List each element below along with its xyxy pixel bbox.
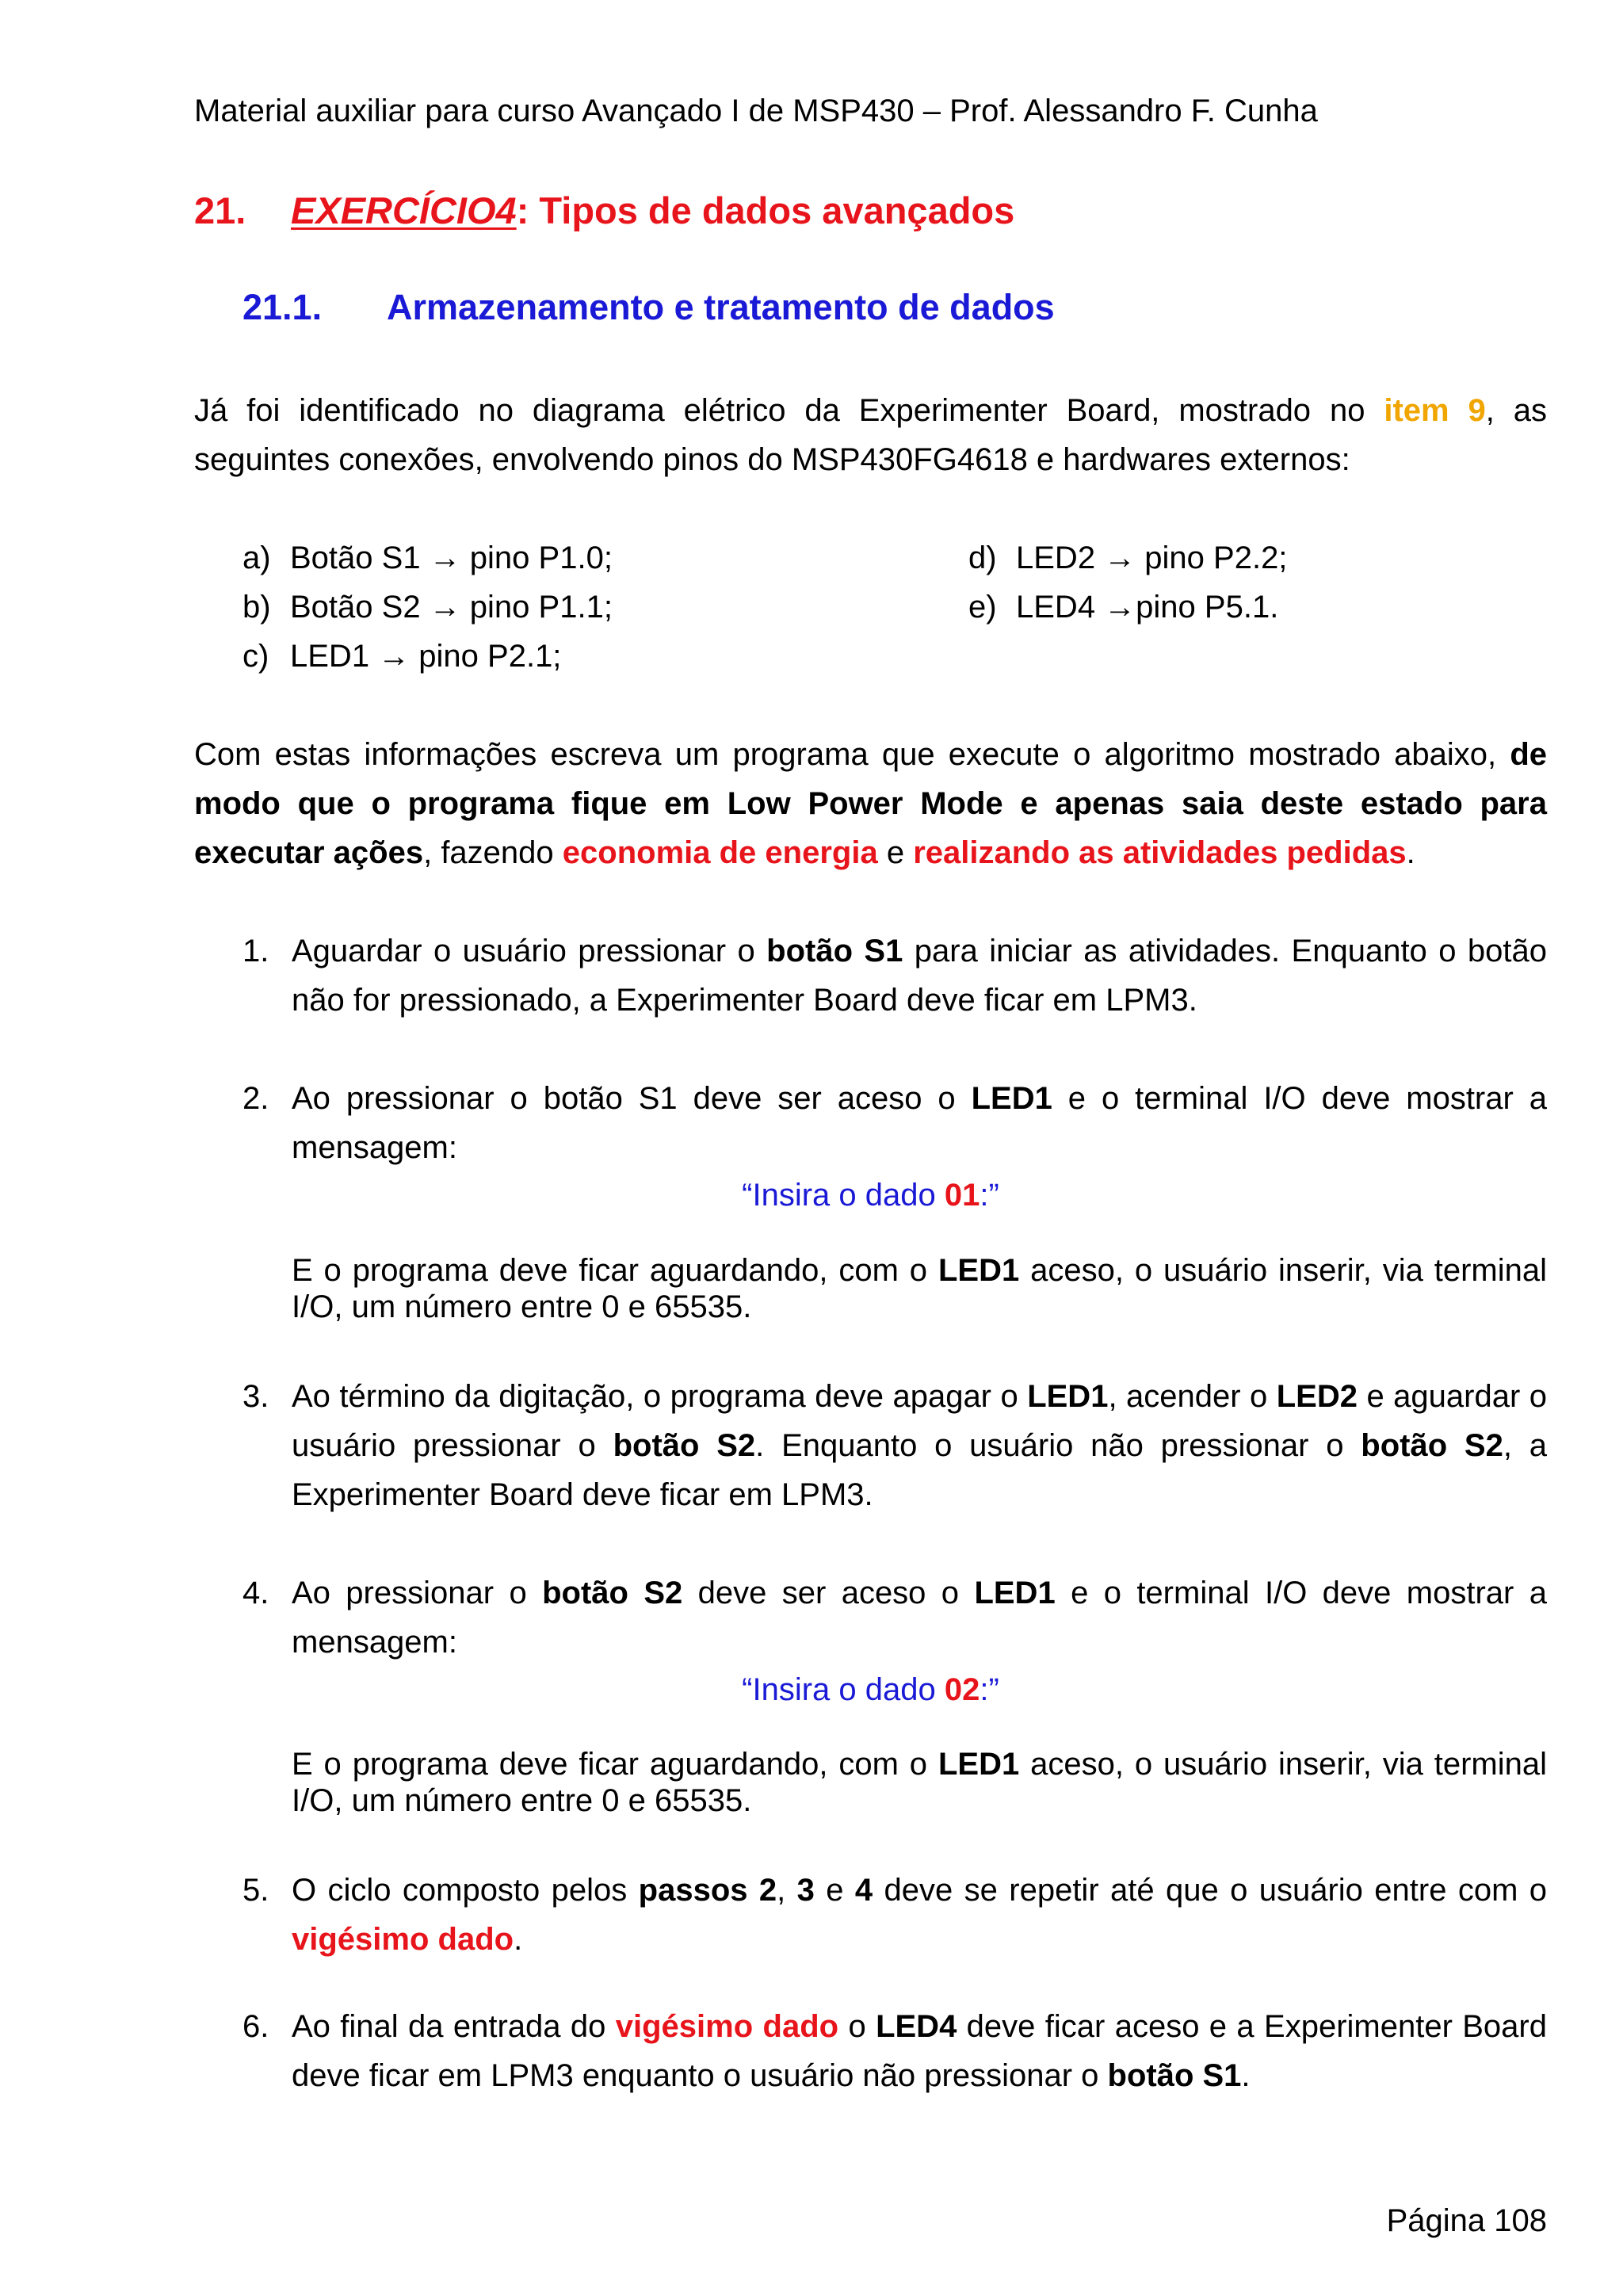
step-body xyxy=(292,1568,1547,1667)
list-letter: e) xyxy=(968,590,997,625)
step-text: . xyxy=(514,1922,523,1957)
message-text: :” xyxy=(980,1178,999,1213)
step-body xyxy=(292,1074,1547,1172)
message-text: “Insira o dado xyxy=(742,1672,945,1707)
subsection-number: 21.1. xyxy=(242,287,323,327)
step-5 xyxy=(242,1866,1547,1964)
terminal-message-02 xyxy=(194,1672,1547,1708)
message-number: 02 xyxy=(944,1672,980,1707)
step-text: , acender o xyxy=(1108,1379,1277,1414)
step-bold: LED2 xyxy=(1276,1379,1358,1414)
step-2-detail xyxy=(292,1252,1547,1325)
step-text: O ciclo composto pelos xyxy=(292,1873,639,1908)
instructions-text: Com estas informações escreva um programa que execute o algoritmo mostrado abaixo, xyxy=(194,737,1510,772)
step-bold: LED1 xyxy=(971,1081,1052,1116)
connection-item xyxy=(242,533,613,583)
step-bold: passos 2 xyxy=(638,1873,777,1908)
step-body xyxy=(292,1866,1547,1964)
step-text: Ao pressionar o xyxy=(292,1576,543,1610)
detail-text: aceso, o usuário inserir, via terminal I/O, um número entre 0 e 65535. xyxy=(292,1253,1547,1324)
exercise-link: EXERCÍCIO4 xyxy=(291,189,517,231)
step-bold: botão S1 xyxy=(1107,2058,1242,2093)
connection-item xyxy=(242,632,561,681)
step-bold: botão S2 xyxy=(542,1576,683,1610)
highlight-activities: realizando as atividades pedidas xyxy=(913,835,1407,870)
bold-requirement: de modo que o programa fique em Low Power Mode e apenas saia deste estado para executar ações xyxy=(194,737,1547,870)
step-1 xyxy=(242,926,1547,1025)
highlight-energy: economia de energia xyxy=(562,835,878,870)
step-4 xyxy=(242,1568,1547,1667)
connection-text: LED4 →pino P5.1. xyxy=(1016,590,1279,625)
connection-text: LED2 → pino P2.2; xyxy=(1016,541,1288,575)
step-text: e o terminal I/O deve mostrar a mensagem: xyxy=(292,1576,1547,1660)
step-text: . xyxy=(1241,2058,1251,2093)
step-text: e aguardar o usuário pressionar o xyxy=(292,1379,1548,1463)
step-bold: botão S2 xyxy=(1361,1428,1503,1463)
detail-bold: LED1 xyxy=(938,1747,1020,1782)
step-bold: LED1 xyxy=(974,1576,1056,1610)
step-text: e xyxy=(814,1873,855,1908)
section-title: : Tipos de dados avançados xyxy=(516,189,1015,231)
step-3 xyxy=(242,1372,1547,1519)
detail-text: E o programa deve ficar aguardando, com o xyxy=(292,1747,938,1782)
step-text: o xyxy=(838,2009,876,2044)
message-text: “Insira o dado xyxy=(742,1178,945,1213)
step-bold: 3 xyxy=(796,1873,815,1908)
list-letter: d) xyxy=(968,541,997,575)
intro-paragraph xyxy=(194,386,1547,484)
connection-text: Botão S2 → pino P1.1; xyxy=(290,590,613,625)
step-number: 4. xyxy=(242,1576,269,1610)
step-4-detail xyxy=(292,1746,1547,1819)
step-number: 5. xyxy=(242,1873,269,1908)
intro-text-2: , as seguintes conexões, envolvendo pinos do MSP430FG4618 e hardwares externos: xyxy=(194,393,1547,477)
list-letter: c) xyxy=(242,639,269,674)
message-text: :” xyxy=(980,1672,999,1707)
step-bold: botão S2 xyxy=(613,1428,756,1463)
instructions-text: e xyxy=(877,835,914,870)
subsection-title: Armazenamento e tratamento de dados xyxy=(387,287,1055,327)
step-text: para iniciar as atividades. Enquanto o botão não for pressionado, a Experimenter Board deve ficar em LPM3. xyxy=(292,934,1548,1018)
instructions-text: , fazendo xyxy=(423,835,563,870)
step-number: 6. xyxy=(242,2009,269,2044)
subsection-heading xyxy=(242,287,1055,328)
step-highlight: vigésimo dado xyxy=(615,2009,839,2044)
detail-text: aceso, o usuário inserir, via terminal I/O, um número entre 0 e 65535. xyxy=(292,1747,1547,1818)
connection-text: Botão S1 → pino P1.0; xyxy=(290,541,613,575)
step-highlight: vigésimo dado xyxy=(292,1922,514,1957)
step-text: , a Experimenter Board deve ficar em LPM3. xyxy=(292,1428,1548,1512)
page-number: Página 108 xyxy=(1386,2203,1547,2238)
connection-item xyxy=(968,533,1287,583)
list-letter: a) xyxy=(242,541,271,575)
step-text: Ao pressionar o botão S1 deve ser aceso o xyxy=(292,1081,972,1116)
intro-text: Já foi identificado no diagrama elétrico da Experimenter Board, mostrado no xyxy=(194,393,1384,428)
connection-text: LED1 → pino P2.1; xyxy=(290,639,562,674)
step-bold: LED1 xyxy=(1027,1379,1109,1414)
message-number: 01 xyxy=(944,1178,980,1213)
page-header: Material auxiliar para curso Avançado I de MSP430 – Prof. Alessandro F. Cunha xyxy=(194,94,1318,128)
step-bold: LED4 xyxy=(876,2009,957,2044)
step-2 xyxy=(242,1074,1547,1172)
section-number: 21. xyxy=(194,189,246,231)
connection-item xyxy=(242,583,613,632)
step-text: . Enquanto o usuário não pressionar o xyxy=(755,1428,1361,1463)
step-text: deve se repetir até que o usuário entre com o xyxy=(873,1873,1548,1908)
step-text: Aguardar o usuário pressionar o xyxy=(292,934,767,968)
detail-bold: LED1 xyxy=(938,1253,1020,1288)
step-text: deve ficar aceso e a Experimenter Board deve ficar em LPM3 enquanto o usuário não pressionar o xyxy=(292,2009,1547,2093)
section-heading xyxy=(194,189,1014,232)
instructions-text: . xyxy=(1406,835,1415,870)
terminal-message-01 xyxy=(194,1178,1547,1213)
step-body xyxy=(292,1372,1547,1519)
step-6 xyxy=(242,2002,1547,2100)
step-text: Ao término da digitação, o programa deve apagar o xyxy=(292,1379,1028,1414)
detail-text: E o programa deve ficar aguardando, com o xyxy=(292,1253,938,1288)
step-text: Ao final da entrada do xyxy=(292,2009,616,2044)
step-text: e o terminal I/O deve mostrar a mensagem: xyxy=(292,1081,1547,1165)
step-bold: botão S1 xyxy=(766,934,903,968)
item-reference: item 9 xyxy=(1384,393,1486,428)
step-number: 3. xyxy=(242,1379,269,1414)
step-text: deve ser aceso o xyxy=(682,1576,975,1610)
step-number: 1. xyxy=(242,934,269,968)
list-letter: b) xyxy=(242,590,271,625)
step-body xyxy=(292,2002,1547,2100)
instructions-paragraph xyxy=(194,730,1547,877)
step-text: , xyxy=(777,1873,797,1908)
step-number: 2. xyxy=(242,1081,269,1116)
step-bold: 4 xyxy=(854,1873,873,1908)
step-body xyxy=(292,926,1547,1025)
connection-item xyxy=(968,583,1278,632)
